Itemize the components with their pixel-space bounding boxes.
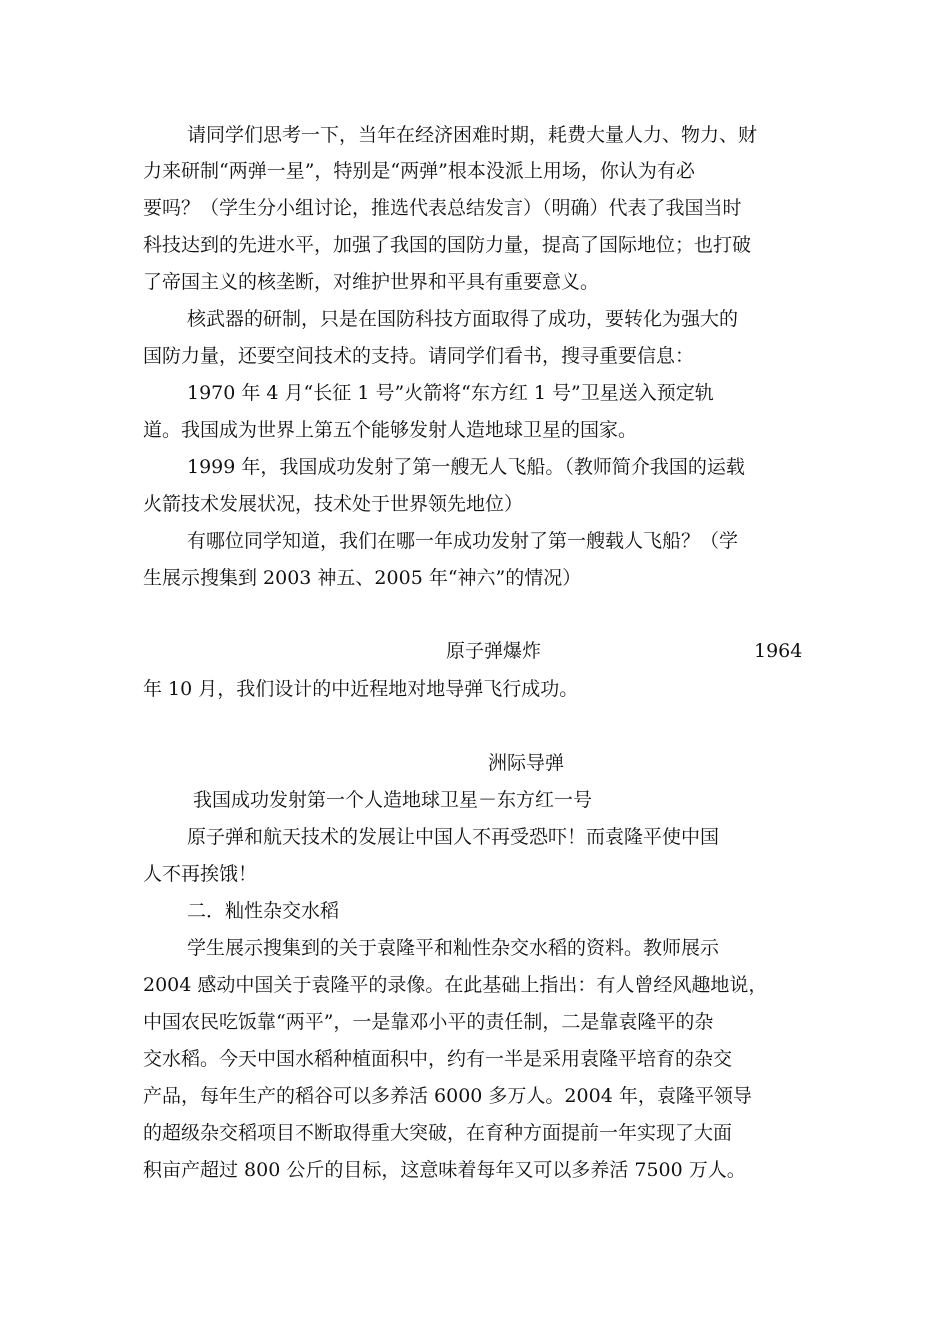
paragraph-1-line-2: 力来研制“两弹一星”，特别是“两弹”根本没派上用场，你认为有必: [143, 160, 695, 182]
paragraph-1-line-4: 科技达到的先进水平，加强了我国的国防力量，提高了国际地位；也打破: [143, 234, 752, 256]
paragraph-5-line-1: 有哪位同学知道，我们在哪一年成功发射了第一艘载人飞船？（学: [187, 530, 739, 552]
paragraph-7-line-4: 交水稻。今天中国水稻种植面积中，约有一半是采用袁隆平培育的杂交: [143, 1048, 733, 1070]
paragraph-1-line-3: 要吗？（学生分小组讨论，推选代表总结发言）（明确）代表了我国当时: [143, 197, 742, 219]
paragraph-4-line-2: 火箭技术发展状况，技术处于世界领先地位）: [143, 493, 524, 515]
paragraph-3-line-1: 1970 年 4 月“长征 1 号”火箭将“东方红 1 号”卫星送入预定轨: [187, 382, 714, 404]
caption-atomic-bomb-continuation: 年 10 月，我们设计的中近程地对地导弹飞行成功。: [143, 678, 579, 700]
caption-atomic-bomb: 原子弹爆炸: [446, 640, 542, 662]
paragraph-7-line-5: 产品，每年生产的稻谷可以多养活 6000 多万人。2004 年，袁隆平领导: [143, 1085, 752, 1107]
caption-icbm: 洲际导弹: [488, 752, 565, 774]
paragraph-2-line-1: 核武器的研制，只是在国防科技方面取得了成功，要转化为强大的: [187, 308, 739, 330]
paragraph-6-line-2: 人不再挨饿！: [143, 863, 258, 885]
caption-satellite: 我国成功发射第一个人造地球卫星－东方红一号: [193, 789, 593, 811]
paragraph-7-line-6: 的超级杂交稻项目不断取得重大突破，在育种方面提前一年实现了大面: [143, 1122, 733, 1144]
paragraph-5-line-2: 生展示搜集到 2003 神五、2005 年“神六”的情况）: [143, 567, 582, 589]
paragraph-7-line-3: 中国农民吃饭靠“两平”，一是靠邓小平的责任制，二是靠袁隆平的杂: [143, 1011, 714, 1033]
paragraph-3-line-2: 道。我国成为世界上第五个能够发射人造地球卫星的国家。: [143, 419, 638, 441]
paragraph-7-line-7: 积亩产超过 800 公斤的目标，这意味着每年又可以多养活 7500 万人。: [143, 1159, 746, 1181]
paragraph-7-line-1: 学生展示搜集到的关于袁隆平和籼性杂交水稻的资料。教师展示: [187, 937, 720, 959]
section-heading-rice: 二．籼性杂交水稻: [187, 900, 340, 922]
paragraph-1-line-1: 请同学们思考一下，当年在经济困难时期，耗费大量人力、物力、财: [187, 124, 758, 146]
paragraph-4-line-1: 1999 年，我国成功发射了第一艘无人飞船。（教师简介我国的运载: [187, 456, 745, 478]
paragraph-1-line-5: 了帝国主义的核垄断，对维护世界和平具有重要意义。: [143, 271, 600, 293]
caption-atomic-bomb-year: 1964: [754, 640, 803, 662]
paragraph-6-line-1: 原子弹和航天技术的发展让中国人不再受恐吓！而袁隆平使中国: [187, 826, 720, 848]
paragraph-2-line-2: 国防力量，还要空间技术的支持。请同学们看书，搜寻重要信息：: [143, 345, 695, 367]
paragraph-7-line-2: 2004 感动中国关于袁隆平的录像。在此基础上指出：有人曾经风趣地说，: [143, 974, 768, 996]
